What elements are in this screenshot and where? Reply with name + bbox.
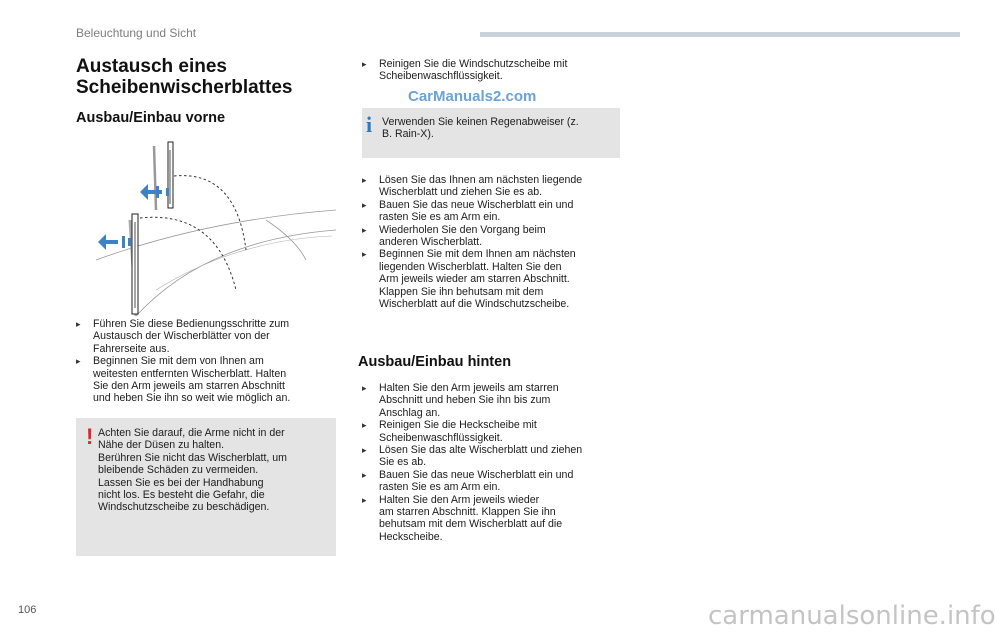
pull-arrow-icon	[98, 234, 131, 250]
triangle-bullet-icon: ▸	[362, 445, 367, 456]
list-item: ▸ Lösen Sie das Ihnen am nächsten liegende Wischerblatt und ziehen Sie es ab.	[362, 174, 583, 199]
section-header: Beleuchtung und Sicht	[76, 26, 197, 40]
right-steps-clean	[362, 58, 624, 83]
triangle-bullet-icon: ▸	[362, 249, 367, 260]
warning-box	[76, 418, 336, 556]
triangle-bullet-icon: ▸	[362, 175, 367, 185]
list-item: ▸ Lösen Sie das alte Wischerblatt und ziehen Sie es ab.	[362, 444, 583, 469]
list-item: ▸ Führen Sie diese Bedienungsschritte zum Austausch der Wischerblätter von der Fahrerseite aus.	[76, 318, 290, 355]
list-item: ▸ Reinigen Sie die Heckscheibe mit Scheibenwaschflüssigkeit.	[362, 419, 537, 444]
info-box	[362, 108, 620, 158]
right-steps	[362, 174, 624, 310]
list-item: ▸ Wiederholen Sie den Vorgang beim anderen Wischerblatt.	[362, 223, 546, 249]
list-item: ▸ Bauen Sie das neue Wischerblatt ein und rasten Sie es am Arm ein.	[362, 468, 574, 494]
warning-text: Achten Sie darauf, die Arme nicht in der Nähe der Düsen zu halten. Berühren Sie nicht das Wischerblatt, um bleibende Schäden zu vermeiden. Lassen Sie es bei der Handhabung nicht los. Es besteht die Gefahr, die Windschutzscheibe zu beschädigen.	[98, 427, 288, 514]
rear-steps	[362, 382, 624, 543]
triangle-bullet-icon: ▸	[362, 494, 367, 505]
warning-icon: !	[86, 424, 94, 449]
page-number: 106	[18, 604, 37, 616]
list-item: ▸ Bauen Sie das neue Wischerblatt ein und rasten Sie es am Arm ein.	[362, 198, 574, 224]
list-item: ▸ Halten Sie den Arm jeweils wieder am starren Abschnitt. Klappen Sie ihn behutsam mit dem Wischerblatt auf die Heckscheibe.	[362, 493, 563, 543]
footer-watermark: carmanualsonline.info	[708, 601, 996, 631]
list-item: ▸ Beginnen Sie mit dem Ihnen am nächsten liegenden Wischerblatt. Halten Sie den Arm jeweils wieder am starren Abschnitt. Klappen Sie ihn behutsam mit dem Wischerblatt auf die Windschutzscheibe.	[362, 248, 576, 311]
list-item: ▸ Reinigen Sie die Windschutzscheibe mit Scheibenwaschflüssigkeit.	[362, 58, 568, 83]
triangle-bullet-icon: ▸	[362, 199, 367, 210]
list-item: ▸ Halten Sie den Arm jeweils am starren Abschnitt und heben Sie ihn bis zum Anschlag an.	[362, 382, 559, 419]
info-text: Verwenden Sie keinen Regenabweiser (z. B. Rain-X).	[382, 116, 579, 141]
wiper-illustration	[96, 140, 336, 316]
triangle-bullet-icon: ▸	[76, 356, 81, 367]
info-icon: i	[366, 112, 373, 137]
triangle-bullet-icon: ▸	[362, 59, 367, 69]
front-steps	[76, 318, 338, 405]
header-bar	[480, 32, 960, 37]
triangle-bullet-icon: ▸	[362, 383, 367, 393]
triangle-bullet-icon: ▸	[362, 420, 367, 431]
triangle-bullet-icon: ▸	[362, 224, 367, 235]
brand-watermark: CarManuals2.com	[408, 88, 537, 105]
front-section-heading: Ausbau/Einbau vorne	[76, 110, 226, 126]
triangle-bullet-icon: ▸	[362, 469, 367, 480]
list-item: ▸ Beginnen Sie mit dem von Ihnen am weitesten entfernten Wischerblatt. Halten Sie den Arm jeweils am starren Abschnitt und heben Sie ihn so weit wie möglich an.	[76, 355, 291, 405]
rear-section-heading: Ausbau/Einbau hinten	[358, 354, 512, 370]
triangle-bullet-icon: ▸	[76, 319, 81, 329]
page-title: Austausch eines Scheibenwischerblattes	[76, 56, 293, 98]
